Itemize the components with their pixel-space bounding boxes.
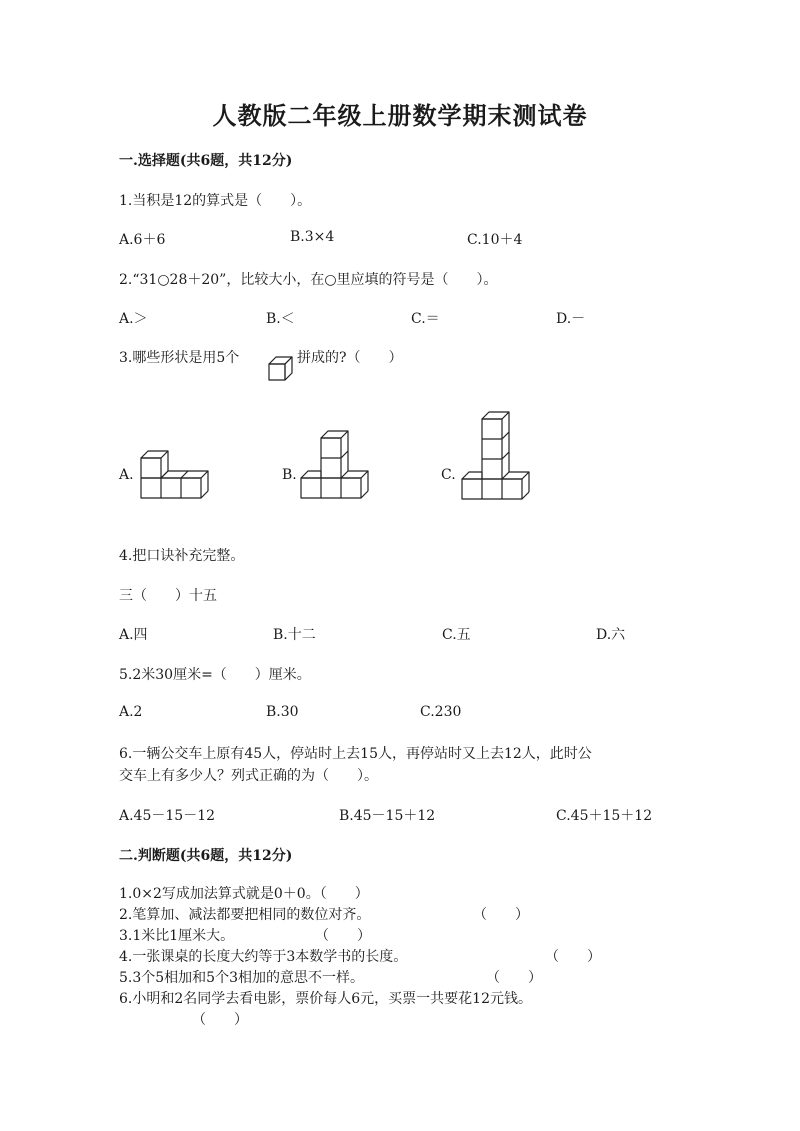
page-title: 人教版二年级上册数学期末测试卷 [212, 101, 588, 130]
judgment-item-2: 2.笔算加、减法都要把相同的数位对齐。 [119, 907, 371, 923]
question-2-option-b: B.＜ [266, 311, 295, 327]
question-1-option-a: A.6＋6 [119, 232, 166, 248]
question-2-option-a: A.＞ [119, 311, 148, 327]
judgment-item-1: 1.0×2写成加法算式就是0＋0。（ ） [119, 886, 369, 902]
question-6-stem-line1: 6.一辆公交车上原有45人，停站时上去15人，再停站时又上去12人，此时公 [119, 746, 592, 762]
question-3-stem-start: 3.哪些形状是用5个 [119, 350, 240, 366]
question-1-stem: 1.当积是12的算式是（ ）。 [119, 193, 312, 209]
question-5-option-b: B.30 [266, 704, 299, 720]
question-5-option-c: C.230 [420, 704, 462, 720]
judgment-item-5: 5.3个5相加和5个3相加的意思不一样。 [119, 970, 364, 986]
question-1-option-c: C.10＋4 [467, 232, 523, 248]
judgment-item-4: 4.一张课桌的长度大约等于3本数学书的长度。 [119, 949, 408, 965]
section-heading-judgment: 二.判断题(共6题，共12分) [119, 848, 293, 864]
question-1-option-b: B.3×4 [290, 229, 335, 245]
question-6-option-b: B.45－15＋12 [339, 808, 436, 824]
judgment-item-6-bracket: （ ） [192, 1012, 248, 1028]
question-3-option-a: A. [119, 467, 134, 483]
judgment-item-5-bracket: （ ） [486, 970, 542, 986]
cube-figure-c [461, 406, 536, 501]
judgment-item-3-bracket: （ ） [315, 928, 371, 944]
single-cube-icon [268, 356, 294, 382]
question-4-stem: 4.把口诀补充完整。 [119, 548, 245, 564]
judgment-item-6: 6.小明和2名同学去看电影，票价每人6元，买票一共要花12元钱。 [119, 991, 532, 1007]
judgment-item-3: 3.1米比1厘米大。 [119, 928, 235, 944]
question-3-option-c: C. [441, 467, 456, 483]
section-heading-choice: 一.选择题(共6题，共12分) [119, 153, 293, 169]
question-2-stem: 2.“31○28＋20”，比较大小，在○里应填的符号是（ ）。 [119, 272, 498, 288]
judgment-item-2-bracket: （ ） [473, 907, 529, 923]
question-4-option-d: D.六 [596, 627, 626, 643]
cube-figure-b [300, 425, 375, 500]
question-4-option-b: B.十二 [273, 627, 316, 643]
question-6-stem-line2: 交车上有多少人？列式正确的为（ ）。 [119, 768, 378, 784]
question-2-option-d: D.－ [556, 311, 586, 327]
judgment-item-4-bracket: （ ） [545, 949, 601, 965]
question-6-option-c: C.45＋15＋12 [556, 808, 653, 824]
question-6-option-a: A.45－15－12 [119, 808, 216, 824]
question-5-stem: 5.2米30厘米=（ ）厘米。 [119, 667, 311, 683]
question-4-line2: 三（ ）十五 [119, 588, 217, 604]
question-2-option-c: C.＝ [411, 311, 440, 327]
question-4-option-c: C.五 [442, 627, 471, 643]
question-5-option-a: A.2 [119, 704, 143, 720]
question-3-option-b: B. [282, 467, 297, 483]
question-4-option-a: A.四 [119, 627, 148, 643]
cube-figure-a [140, 445, 215, 500]
question-3-stem-end: 拼成的?（ ） [297, 350, 403, 366]
